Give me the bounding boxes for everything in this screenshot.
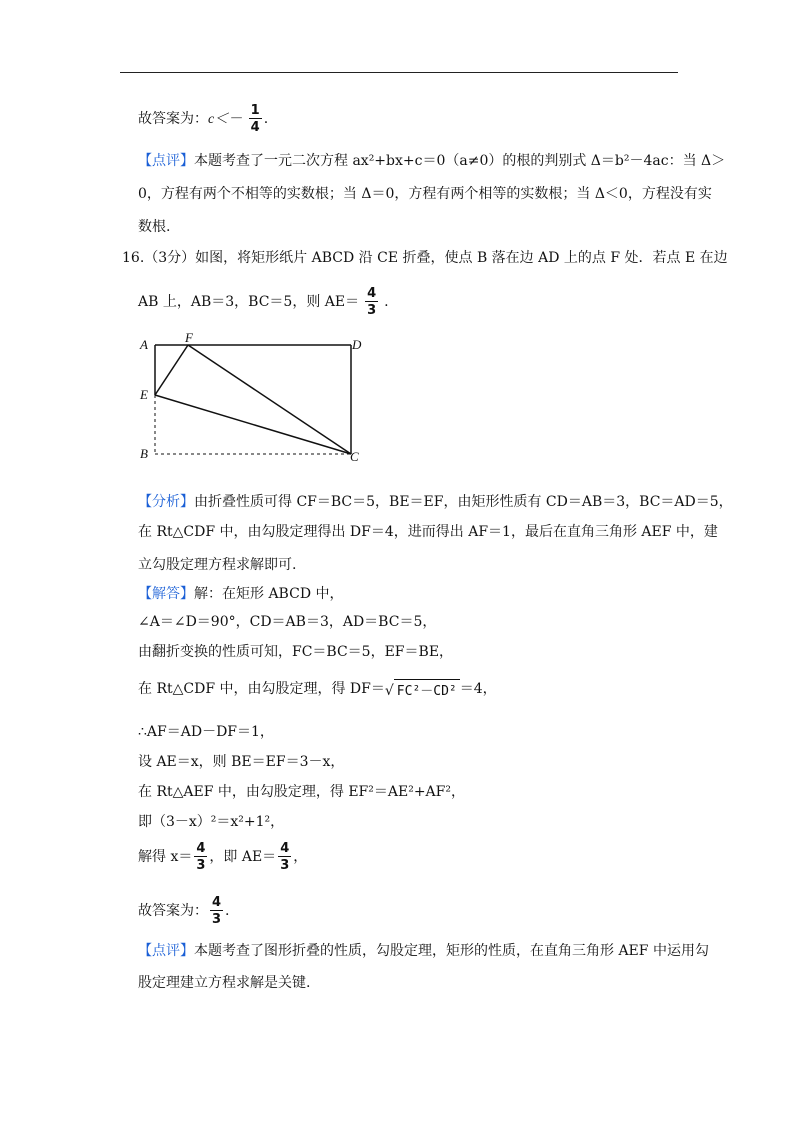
remark-1-line-3: 数根. [138, 219, 171, 235]
fraction: $\frac{1}{4}$ [250, 103, 260, 135]
edge-EC [155, 395, 351, 454]
solution-line-9: 故答案为： $\frac{4}{3}$ . [138, 895, 230, 927]
edge-FC [188, 345, 351, 454]
remark-tag: 【点评】 [138, 153, 194, 169]
label-C: C [350, 449, 359, 464]
analysis-line-3: 立勾股定理方程求解即可. [138, 557, 297, 573]
header-rule [120, 72, 678, 73]
solution-line-1: ∠A＝∠D＝90°，CD＝AB＝3，AD＝BC＝5， [138, 614, 437, 630]
answer-line-prev: 故答案为：c＜－ $\frac{1}{4}$ . [138, 103, 269, 135]
analysis-tag: 【分析】 [138, 494, 194, 510]
solution-line-5: 设 AE＝x，则 BE＝EF＝3－x， [138, 754, 345, 770]
label-D: D [352, 337, 362, 352]
remark-2-line-1: 【点评】本题考查了图形折叠的性质，勾股定理，矩形的性质，在直角三角形 AEF 中运用勾 [138, 943, 709, 959]
question-16-line-1: 16.（3分）如图，将矩形纸片 ABCD 沿 CE 折叠，使点 B 落在边 AD 上的点 F 处．若点 E 在边 [122, 250, 728, 266]
analysis-line-1: 【分析】由折叠性质可得 CF＝BC＝5，BE＝EF，由矩形性质有 CD＝AB＝3，BC＝AD＝5， [138, 494, 733, 510]
label-F: F [185, 330, 193, 345]
analysis-line-2: 在 Rt△CDF 中，由勾股定理得出 DF＝4，进而得出 AF＝1，最后在直角三角形 AEF 中，建 [138, 524, 718, 540]
label-E: E [140, 387, 148, 402]
answer-blank: $\frac{4}{3}$ [367, 286, 377, 318]
solution-line-0: 【解答】解：在矩形 ABCD 中， [138, 586, 344, 602]
solution-tag: 【解答】 [138, 586, 194, 602]
edge-EF [155, 345, 188, 395]
remark-2-line-2: 股定理建立方程求解是关键. [138, 975, 311, 991]
sqrt-expression: √ FC²－CD² [385, 679, 460, 699]
solution-line-8: 解得 x＝ $\frac{4}{3}$ ，即 AE＝ $\frac{4}{3}$ ， [138, 841, 308, 873]
geometry-figure [130, 325, 370, 465]
solution-line-6: 在 Rt△AEF 中，由勾股定理，得 EF²＝AE²+AF²， [138, 784, 465, 800]
question-16-line-2: AB 上，AB＝3，BC＝5，则 AE＝ $\frac{4}{3}$ . [138, 286, 389, 318]
label-A: A [140, 337, 148, 352]
solution-line-4: ∴AF＝AD－DF＝1， [138, 724, 274, 740]
remark-tag: 【点评】 [138, 943, 194, 959]
label-B: B [140, 446, 148, 461]
solution-line-7: 即（3－x）²＝x²+1²， [138, 814, 285, 830]
solution-line-3: 在 Rt△CDF 中，由勾股定理，得 DF＝√ FC²－CD² ＝4， [138, 681, 497, 699]
remark-1-line-1: 【点评】本题考查了一元二次方程 ax²+bx+c＝0（a≠0）的根的判别式 Δ＝b²－4ac：当 Δ＞ [138, 153, 726, 169]
solution-line-2: 由翻折变换的性质可知，FC＝BC＝5，EF＝BE， [138, 644, 454, 660]
remark-1-line-2: 0，方程有两个不相等的实数根；当 Δ＝0，方程有两个相等的实数根；当 Δ＜0，方程没有实 [138, 186, 712, 202]
